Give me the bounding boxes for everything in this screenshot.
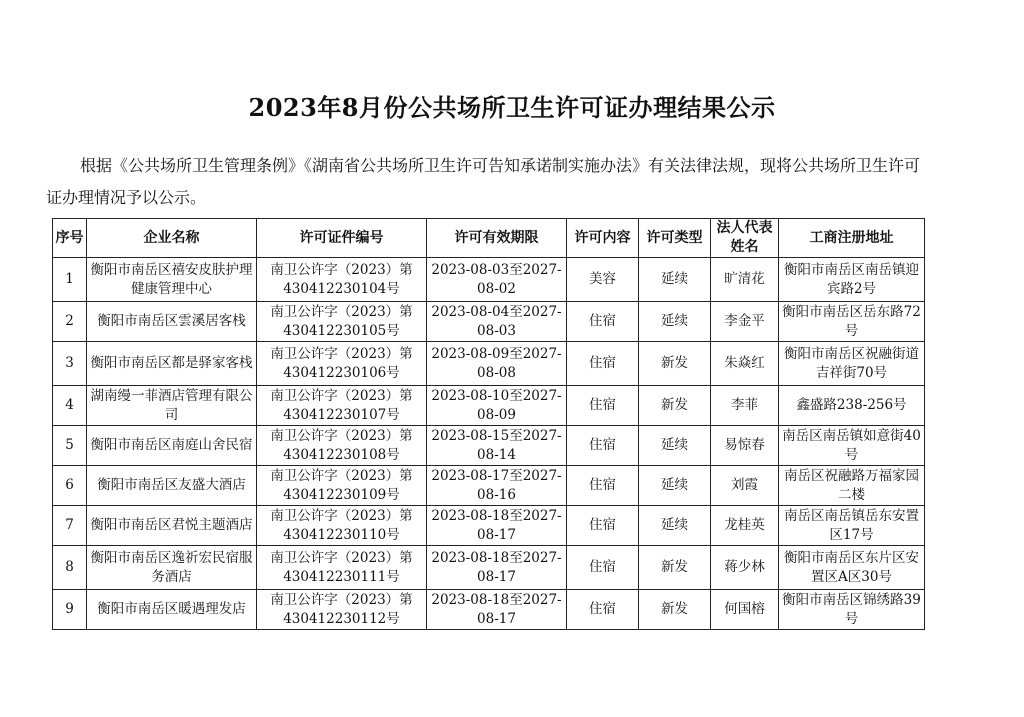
cell-no: 3 bbox=[53, 342, 87, 386]
table-row bbox=[53, 546, 925, 590]
table-row bbox=[53, 386, 925, 426]
cell-type: 延续 bbox=[639, 258, 711, 302]
table-header-row bbox=[53, 219, 925, 258]
cell-period: 2023-08-18至2027-08-17 bbox=[427, 546, 567, 590]
cell-content: 住宿 bbox=[567, 466, 639, 506]
cell-no: 4 bbox=[53, 386, 87, 426]
cell-period: 2023-08-10至2027-08-09 bbox=[427, 386, 567, 426]
header-rep: 法人代表姓名 bbox=[711, 219, 779, 258]
cell-type: 新发 bbox=[639, 590, 711, 630]
cell-addr: 衡阳市南岳区祝融街道吉祥街70号 bbox=[779, 342, 925, 386]
header-period: 许可有效期限 bbox=[427, 219, 567, 258]
cell-license: 南卫公许字（2023）第430412230110号 bbox=[257, 506, 427, 546]
cell-license: 南卫公许字（2023）第430412230107号 bbox=[257, 386, 427, 426]
header-addr: 工商注册地址 bbox=[779, 219, 925, 258]
license-table bbox=[52, 218, 925, 630]
cell-rep: 旷清花 bbox=[711, 258, 779, 302]
cell-type: 新发 bbox=[639, 546, 711, 590]
cell-rep: 李金平 bbox=[711, 302, 779, 342]
cell-rep: 蒋少林 bbox=[711, 546, 779, 590]
cell-addr: 南岳区南岳镇如意街40号 bbox=[779, 426, 925, 466]
cell-addr: 衡阳市南岳区东片区安置区A区30号 bbox=[779, 546, 925, 590]
header-type: 许可类型 bbox=[639, 219, 711, 258]
cell-content: 住宿 bbox=[567, 302, 639, 342]
intro-paragraph bbox=[46, 150, 926, 214]
cell-name: 衡阳市南岳区逸祈宏民宿服务酒店 bbox=[87, 546, 257, 590]
cell-rep: 李菲 bbox=[711, 386, 779, 426]
cell-period: 2023-08-09至2027-08-08 bbox=[427, 342, 567, 386]
cell-period: 2023-08-04至2027-08-03 bbox=[427, 302, 567, 342]
cell-rep: 刘霞 bbox=[711, 466, 779, 506]
cell-name: 衡阳市南岳区君悦主题酒店 bbox=[87, 506, 257, 546]
cell-rep: 朱焱红 bbox=[711, 342, 779, 386]
cell-license: 南卫公许字（2023）第430412230112号 bbox=[257, 590, 427, 630]
table-row bbox=[53, 466, 925, 506]
cell-period: 2023-08-18至2027-08-17 bbox=[427, 590, 567, 630]
table-row bbox=[53, 302, 925, 342]
cell-content: 住宿 bbox=[567, 386, 639, 426]
cell-type: 新发 bbox=[639, 386, 711, 426]
cell-addr: 南岳区南岳镇岳东安置区17号 bbox=[779, 506, 925, 546]
header-content: 许可内容 bbox=[567, 219, 639, 258]
table-row bbox=[53, 258, 925, 302]
table-row bbox=[53, 590, 925, 630]
cell-name: 衡阳市南岳区暖遇理发店 bbox=[87, 590, 257, 630]
cell-addr: 衡阳市南岳区岳东路72号 bbox=[779, 302, 925, 342]
cell-license: 南卫公许字（2023）第430412230108号 bbox=[257, 426, 427, 466]
page-title: 2023年8月份公共场所卫生许可证办理结果公示 bbox=[248, 93, 776, 122]
cell-period: 2023-08-15至2027-08-14 bbox=[427, 426, 567, 466]
header-license: 许可证件编号 bbox=[257, 219, 427, 258]
cell-type: 延续 bbox=[639, 302, 711, 342]
cell-addr: 南岳区祝融路万福家园二楼 bbox=[779, 466, 925, 506]
cell-no: 5 bbox=[53, 426, 87, 466]
cell-no: 8 bbox=[53, 546, 87, 590]
table-body bbox=[53, 258, 925, 630]
cell-content: 住宿 bbox=[567, 546, 639, 590]
cell-period: 2023-08-03至2027-08-02 bbox=[427, 258, 567, 302]
cell-name: 衡阳市南岳区雲溪居客栈 bbox=[87, 302, 257, 342]
cell-name: 湖南缦一菲酒店管理有限公司 bbox=[87, 386, 257, 426]
cell-license: 南卫公许字（2023）第430412230111号 bbox=[257, 546, 427, 590]
cell-period: 2023-08-18至2027-08-17 bbox=[427, 506, 567, 546]
cell-name: 衡阳市南岳区友盛大酒店 bbox=[87, 466, 257, 506]
cell-addr: 鑫盛路238-256号 bbox=[779, 386, 925, 426]
cell-name: 衡阳市南岳区南庭山舍民宿 bbox=[87, 426, 257, 466]
cell-no: 6 bbox=[53, 466, 87, 506]
cell-type: 新发 bbox=[639, 342, 711, 386]
cell-no: 1 bbox=[53, 258, 87, 302]
cell-content: 住宿 bbox=[567, 342, 639, 386]
cell-rep: 龙桂英 bbox=[711, 506, 779, 546]
table-row bbox=[53, 506, 925, 546]
cell-rep: 易惊春 bbox=[711, 426, 779, 466]
table-row bbox=[53, 342, 925, 386]
cell-rep: 何国榕 bbox=[711, 590, 779, 630]
cell-content: 住宿 bbox=[567, 590, 639, 630]
cell-no: 9 bbox=[53, 590, 87, 630]
cell-content: 美容 bbox=[567, 258, 639, 302]
cell-type: 延续 bbox=[639, 426, 711, 466]
cell-content: 住宿 bbox=[567, 506, 639, 546]
cell-name: 衡阳市南岳区禧安皮肤护理健康管理中心 bbox=[87, 258, 257, 302]
header-name: 企业名称 bbox=[87, 219, 257, 258]
cell-addr: 衡阳市南岳区锦绣路39号 bbox=[779, 590, 925, 630]
intro-text: 根据《公共场所卫生管理条例》《湖南省公共场所卫生许可告知承诺制实施办法》有关法律法规，现将公共场所卫生许可证办理情况予以公示。 bbox=[46, 156, 921, 207]
cell-name: 衡阳市南岳区都是驿家客栈 bbox=[87, 342, 257, 386]
cell-license: 南卫公许字（2023）第430412230104号 bbox=[257, 258, 427, 302]
cell-addr: 衡阳市南岳区南岳镇迎宾路2号 bbox=[779, 258, 925, 302]
cell-license: 南卫公许字（2023）第430412230105号 bbox=[257, 302, 427, 342]
cell-no: 7 bbox=[53, 506, 87, 546]
cell-type: 延续 bbox=[639, 466, 711, 506]
cell-period: 2023-08-17至2027-08-16 bbox=[427, 466, 567, 506]
header-no: 序号 bbox=[53, 219, 87, 258]
cell-no: 2 bbox=[53, 302, 87, 342]
cell-type: 延续 bbox=[639, 506, 711, 546]
cell-content: 住宿 bbox=[567, 426, 639, 466]
cell-license: 南卫公许字（2023）第430412230109号 bbox=[257, 466, 427, 506]
table-row bbox=[53, 426, 925, 466]
cell-license: 南卫公许字（2023）第430412230106号 bbox=[257, 342, 427, 386]
